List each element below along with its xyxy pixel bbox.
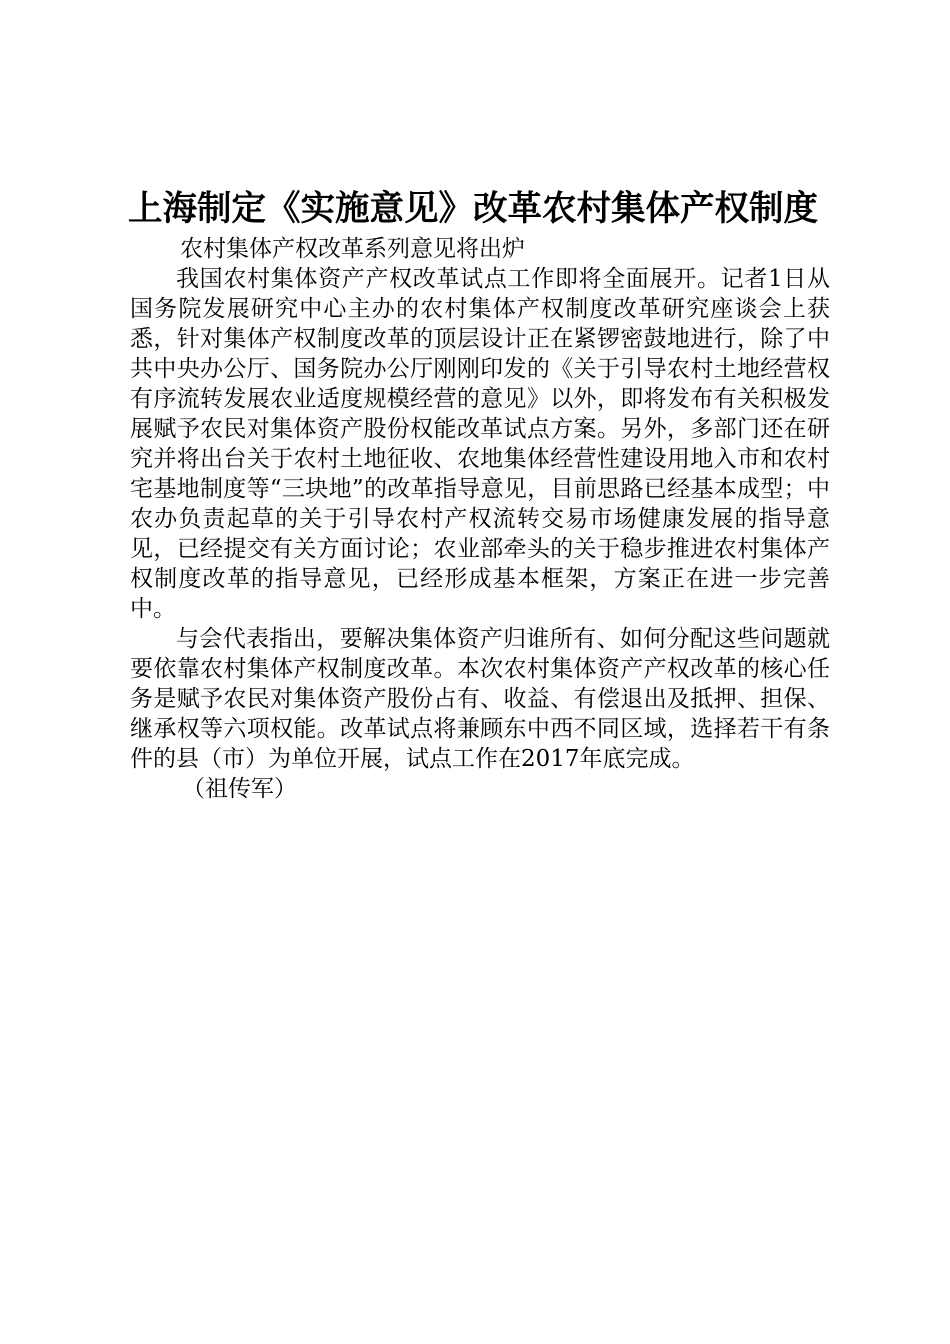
document-subtitle: 农村集体产权改革系列意见将出炉 xyxy=(180,236,525,262)
paragraph-2: 与会代表指出，要解决集体资产归谁所有、如何分配这些问题就要依靠农村集体产权制度改革。本次农村集体资产产权改革的核心任务是赋予农民对集体资产股份占有、收益、有偿退出及抵押、担保、继承权等六项权能。改革试点将兼顾东中西不同区域，选择若干有条件的县（市）为单位开展，试点工作在2017年底完成。 xyxy=(130,626,830,772)
document-title: 上海制定《实施意见》改革农村集体产权制度 xyxy=(128,189,818,229)
author-byline: （祖传军） xyxy=(182,776,297,802)
document-body xyxy=(130,234,830,804)
paragraph-1: 我国农村集体资产产权改革试点工作即将全面展开。记者1日从国务院发展研究中心主办的农村集体产权制度改革研究座谈会上获悉，针对集体产权制度改革的顶层设计正在紧锣密鼓地进行，除了中共中央办公厅、国务院办公厅刚刚印发的《关于引导农村土地经营权有序流转发展农业适度规模经营的意见》以外，即将发布有关积极发展赋予农民对集体资产股份权能改革试点方案。另外，多部门还在研究并将出台关于农村土地征收、农地集体经营性建设用地入市和农村宅基地制度等“三块地”的改革指导意见，目前思路已经基本成型；中农办负责起草的关于引导农村产权流转交易市场健康发展的指导意见，已经提交有关方面讨论；农业部牵头的关于稳步推进农村集体产权制度改革的指导意见，已经形成基本框架，方案正在进一步完善中。 xyxy=(130,266,830,622)
